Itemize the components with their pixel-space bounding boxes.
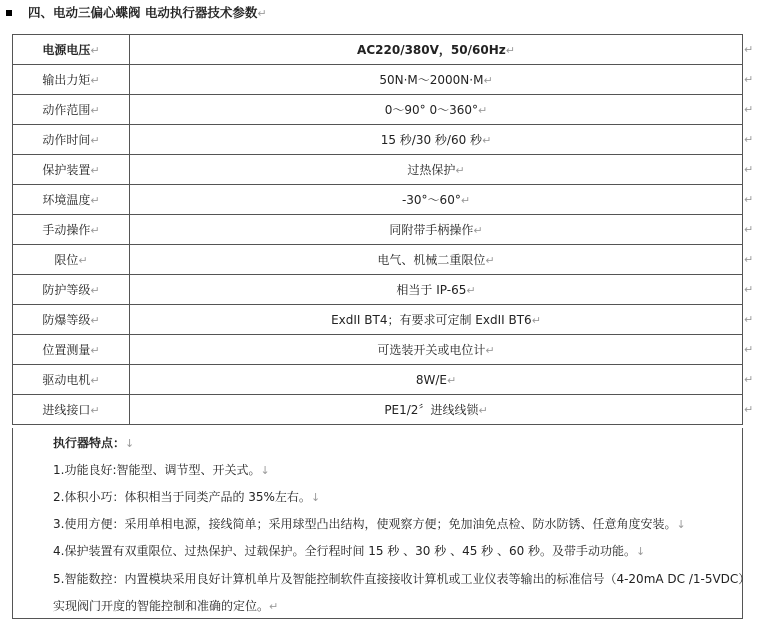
param-label: 位置测量 (42, 343, 91, 357)
paragraph-mark-icon: ↵ (90, 344, 100, 357)
paragraph-mark-icon: ↵ (257, 7, 267, 20)
row-end-mark-icon: ↵ (744, 313, 754, 326)
param-label: 手动操作 (42, 223, 91, 237)
header-label-cell (13, 35, 130, 65)
param-value: 8W/E (415, 372, 447, 387)
paragraph-mark-icon: ↵ (485, 254, 495, 267)
features-title (53, 434, 134, 451)
paragraph-mark-icon: ↵ (478, 104, 488, 117)
paragraph-mark-icon: ↵ (473, 224, 483, 237)
param-label-cell (13, 245, 130, 275)
param-label: 防护等级 (42, 283, 91, 297)
table-row (13, 125, 743, 155)
param-label: 保护装置 (42, 163, 91, 177)
param-label: 限位 (54, 253, 79, 267)
table-row (13, 245, 743, 275)
paragraph-mark-icon: ↵ (478, 404, 488, 417)
param-value-cell (130, 395, 743, 425)
param-value-cell (130, 305, 743, 335)
paragraph-mark-icon: ↵ (90, 74, 100, 87)
row-end-mark-icon: ↵ (744, 103, 754, 116)
row-end-mark-icon: ↵ (744, 193, 754, 206)
feature-text: 2.体积小巧：体积相当于同类产品的 35%左右。 (53, 490, 311, 504)
param-label-cell (13, 365, 130, 395)
param-label-cell (13, 335, 130, 365)
paragraph-mark-icon: ↵ (90, 194, 100, 207)
param-value-cell (130, 335, 743, 365)
paragraph-mark-icon: ↵ (466, 284, 476, 297)
param-value: -30°～60° (401, 193, 461, 207)
param-value-cell (130, 125, 743, 155)
table-row (13, 155, 743, 185)
param-label-cell (13, 95, 130, 125)
param-value: 同附带手柄操作 (389, 223, 474, 237)
param-value-cell (130, 95, 743, 125)
feature-text: 4.保护装置有双重限位、过热保护、过载保护。全行程时间 15 秒 、30 秒 、45 秒 、60 秒。及带手动功能。 (53, 544, 637, 558)
table-row (13, 95, 743, 125)
spec-table (12, 34, 743, 425)
line-break-icon: ↓ (636, 545, 646, 558)
feature-text: 实现阀门开度的智能控制和准确的定位。 (53, 599, 270, 613)
row-end-mark-icon: ↵ (744, 133, 754, 146)
paragraph-mark-icon: ↵ (90, 404, 100, 417)
table-row (13, 395, 743, 425)
table-row (13, 335, 743, 365)
row-end-mark-icon: ↵ (744, 73, 754, 86)
param-label-cell (13, 215, 130, 245)
table-row (13, 275, 743, 305)
param-value-cell (130, 215, 743, 245)
param-value-cell (130, 275, 743, 305)
param-value-cell (130, 185, 743, 215)
row-end-mark-icon: ↵ (744, 283, 754, 296)
param-label-cell (13, 275, 130, 305)
table-row (13, 365, 743, 395)
param-value: 50N·M～2000N·M (379, 73, 484, 87)
feature-item (53, 461, 270, 478)
param-value-cell (130, 365, 743, 395)
paragraph-mark-icon: ↵ (90, 44, 100, 57)
line-break-icon: ↓ (310, 491, 321, 504)
row-end-mark-icon: ↵ (744, 223, 754, 236)
section-heading (6, 3, 267, 23)
paragraph-mark-icon: ↵ (90, 284, 100, 297)
table-row (13, 65, 743, 95)
paragraph-mark-icon: ↵ (90, 134, 100, 147)
paragraph-mark-icon: ↵ (531, 314, 541, 327)
row-end-mark-icon: ↵ (744, 253, 754, 266)
line-break-icon: ↓ (260, 464, 270, 477)
paragraph-mark-icon: ↵ (483, 74, 493, 87)
param-label-cell (13, 305, 130, 335)
param-label-cell (13, 65, 130, 95)
feature-item (53, 515, 686, 532)
paragraph-mark-icon: ↵ (90, 374, 100, 387)
param-label: 防爆等级 (42, 313, 91, 327)
param-label-cell (13, 125, 130, 155)
param-label: 输出力矩 (42, 73, 91, 87)
param-label-cell (13, 395, 130, 425)
paragraph-mark-icon: ↵ (460, 194, 471, 207)
features-box (12, 428, 751, 619)
paragraph-mark-icon: ↵ (90, 104, 100, 117)
param-value: 电气、机械二重限位 (377, 253, 486, 267)
feature-item (53, 570, 750, 587)
param-value-cell (130, 245, 743, 275)
param-value: 0～90° 0～360° (384, 103, 479, 117)
paragraph-mark-icon: ↵ (505, 44, 515, 57)
table-header-row (13, 35, 743, 65)
feature-item (53, 488, 320, 505)
header-value-cell (130, 35, 743, 65)
param-label: 动作范围 (42, 103, 91, 117)
param-value: 过热保护 (407, 163, 456, 177)
param-label-cell (13, 155, 130, 185)
param-value-cell (130, 155, 743, 185)
paragraph-mark-icon: ↵ (90, 224, 100, 237)
param-value: 相当于 IP-65 (396, 283, 467, 297)
row-end-mark-icon: ↵ (744, 163, 754, 176)
section-heading-text: 四、电动三偏心蝶阀 电动执行器技术参数 (28, 5, 258, 20)
param-label-cell (13, 185, 130, 215)
line-break-icon: ↵ (269, 600, 279, 613)
paragraph-mark-icon: ↵ (90, 314, 100, 327)
row-end-mark-icon: ↵ (744, 373, 754, 386)
paragraph-mark-icon: ↵ (446, 373, 457, 387)
paragraph-mark-icon: ↵ (485, 344, 495, 357)
param-label: 驱动电机 (42, 373, 91, 387)
paragraph-mark-icon: ↵ (78, 254, 88, 267)
line-break-icon: ↓ (125, 437, 135, 450)
paragraph-mark-icon: ↵ (482, 134, 492, 147)
table-row (13, 305, 743, 335)
row-end-mark-icon: ↵ (744, 43, 754, 56)
param-value: 可选装开关或电位计 (377, 343, 486, 357)
param-label: 动作时间 (42, 133, 91, 147)
param-value: ExdII BT4；有要求可定制 ExdII BT6 (331, 313, 532, 327)
row-end-mark-icon: ↵ (744, 343, 754, 356)
line-break-icon: ↓ (676, 518, 686, 531)
bullet-icon (6, 10, 12, 16)
param-value: 15 秒/30 秒/60 秒 (380, 133, 483, 147)
param-label: 环境温度 (42, 193, 91, 207)
header-value: AC220/380V，50/60Hz (357, 43, 506, 57)
param-value: PE1/2〞进线线锁 (384, 403, 479, 417)
feature-item (53, 542, 645, 559)
header-label: 电源电压 (42, 43, 91, 57)
feature-text: 3.使用方便：采用单相电源，接线简单；采用球型凸出结构，使观察方便；免加油免点检、防水防锈、任意角度安装。 (53, 517, 677, 531)
param-value-cell (130, 65, 743, 95)
row-end-mark-icon: ↵ (744, 403, 754, 416)
feature-item (53, 597, 278, 614)
feature-text: 5.智能数控：内置模块采用良好计算机单片及智能控制软件直接接收计算机或工业仪表等输出的标准信号（4-20mA DC /1-5VDC） (53, 572, 751, 586)
table-row (13, 185, 743, 215)
features-title-text: 执行器特点： (53, 436, 126, 450)
paragraph-mark-icon: ↵ (455, 164, 465, 177)
param-label: 进线接口 (42, 403, 91, 417)
table-row (13, 215, 743, 245)
paragraph-mark-icon: ↵ (90, 164, 100, 177)
feature-text: 1.功能良好:智能型、调节型、开关式。 (53, 463, 261, 477)
